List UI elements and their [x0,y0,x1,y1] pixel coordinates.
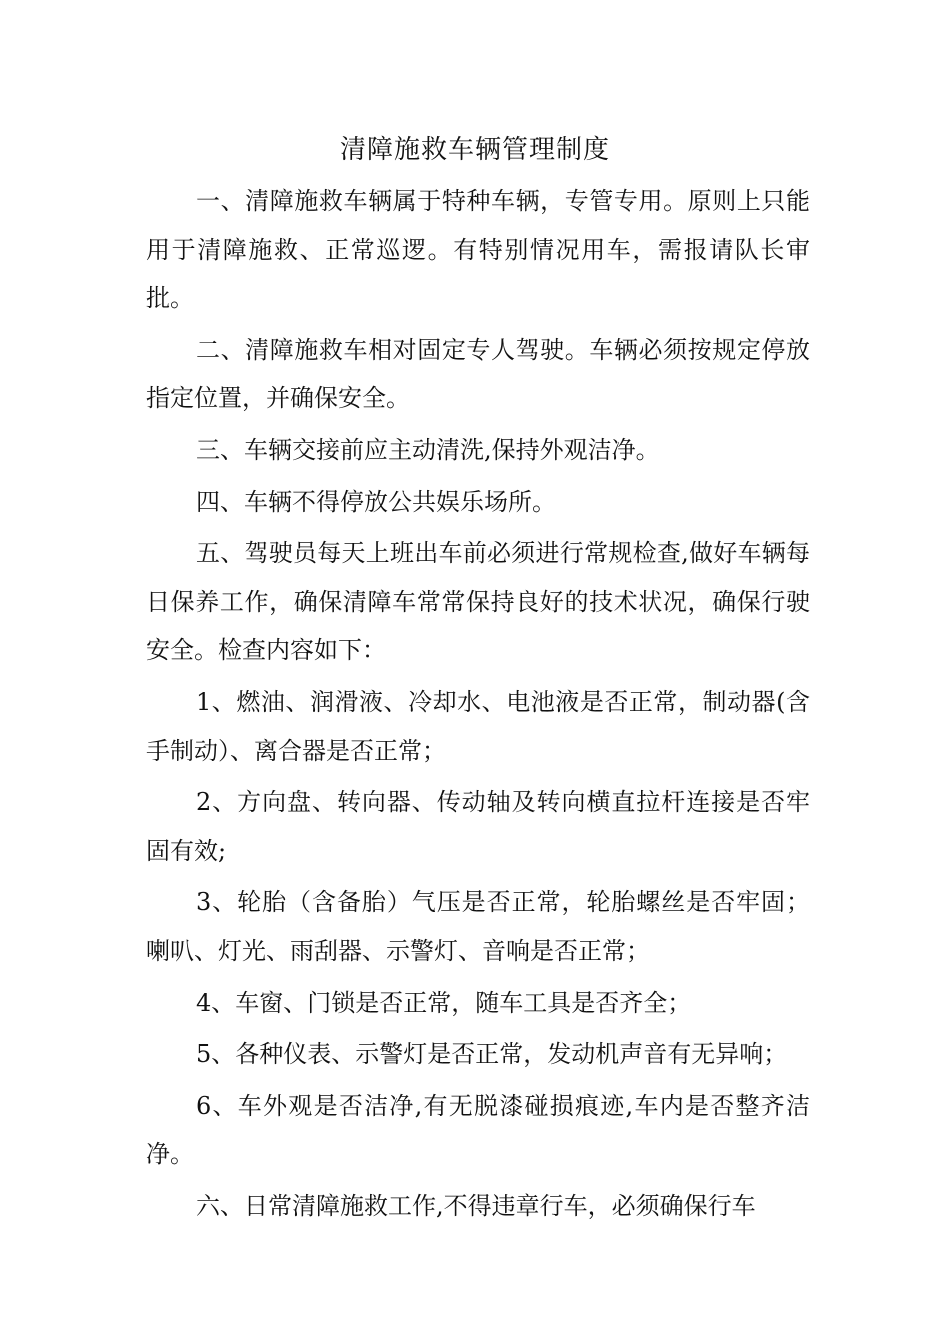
check-item-5: 5、各种仪表、示警灯是否正常，发动机声音有无异响； [196,1040,788,1069]
paragraph-4: 四、车辆不得停放公共娱乐场所。 [196,487,556,516]
check-item-2: 2、方向盘、转向器、传动轴及转向横直拉杆连接是否牢固有效; [146,788,810,865]
check-item-3: 3、轮胎（含备胎）气压是否正常，轮胎螺丝是否牢固；喇叭、灯光、雨刮器、示警灯、音响是否正常； [146,888,810,965]
check-item-6: 6、车外观是否洁净,有无脱漆碰损痕迹,车内是否整齐洁净。 [146,1091,810,1169]
paragraph-3: 三、车辆交接前应主动清洗,保持外观洁净。 [196,435,660,464]
document-title: 清障施救车辆管理制度 [339,135,610,165]
paragraph-5: 五、驾驶员每天上班出车前必须进行常规检查,做好车辆每日保养工作，确保清障车常常保持良好的技术状况，确保行驶安全。检查内容如下： [146,539,810,665]
paragraph-6: 六、日常清障施救工作,不得违章行车，必须确保行车 [196,1191,756,1220]
check-item-1: 1、燃油、润滑液、冷却水、电池液是否正常，制动器(含手制动）、离合器是否正常； [146,687,810,765]
check-item-4: 4、车窗、门锁是否正常，随车工具是否齐全； [196,988,692,1017]
paragraph-1: 一、清障施救车辆属于特种车辆，专管专用。原则上只能用于清障施救、正常巡逻。有特别情况用车，需报请队长审批。 [146,187,810,313]
paragraph-2: 二、清障施救车相对固定专人驾驶。车辆必须按规定停放指定位置，并确保安全。 [146,335,810,413]
document-body [146,177,810,1230]
